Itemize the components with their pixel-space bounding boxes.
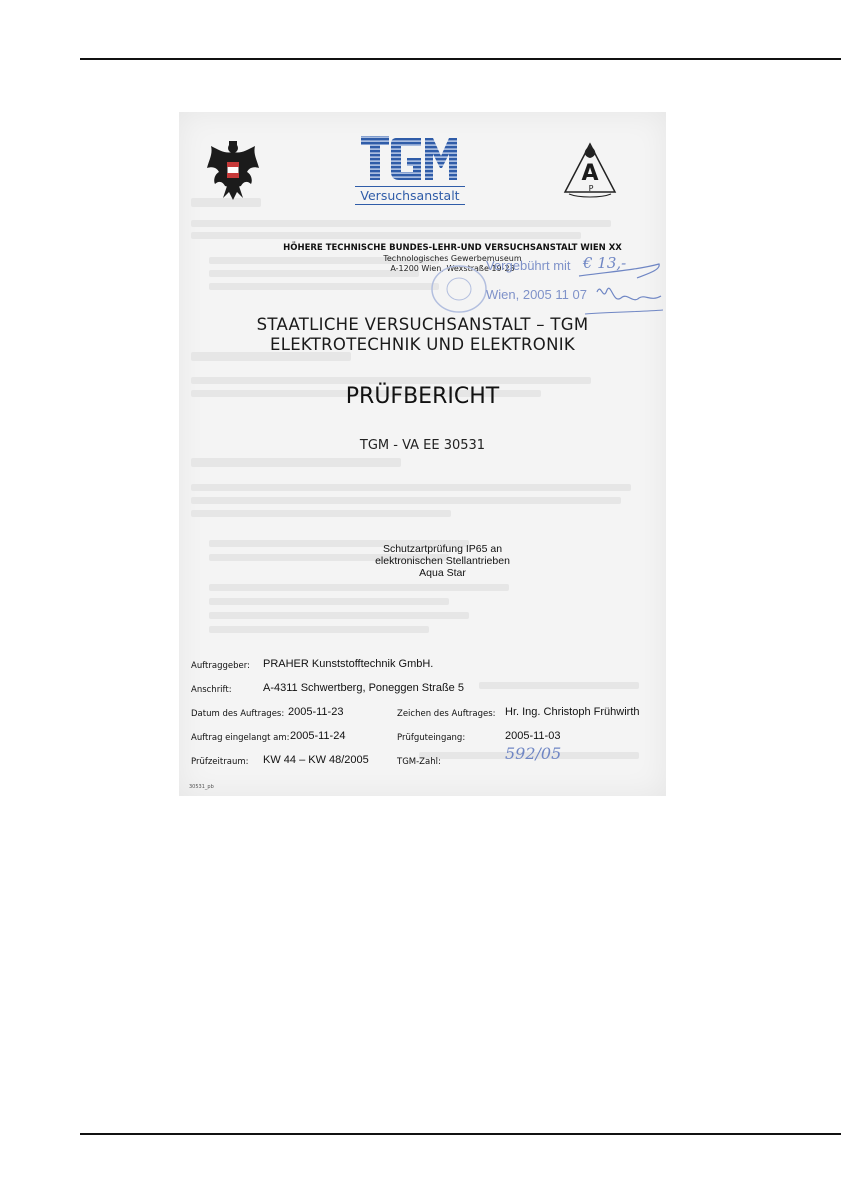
field-label-pruefguteingang: Prüfguteingang: bbox=[397, 733, 466, 743]
institute-subtitle: Technologisches Gewerbemuseum bbox=[383, 254, 522, 263]
subject-line-2: elektronischen Stellantrieben bbox=[375, 555, 510, 567]
footer-code: 30531_pb bbox=[189, 784, 214, 790]
field-label-anschrift: Anschrift: bbox=[191, 685, 232, 695]
institute-address: A-1200 Wien, Wexstraße 19-23 bbox=[390, 264, 515, 273]
field-label-auftrag-eingelangt: Auftrag eingelangt am: bbox=[191, 733, 290, 743]
report-number: TGM - VA EE 30531 bbox=[359, 438, 486, 453]
official-seal-icon bbox=[429, 264, 489, 314]
field-value-pruefguteingang: 2005-11-03 bbox=[505, 730, 561, 742]
field-value-pruefzeitraum: KW 44 – KW 48/2005 bbox=[263, 754, 369, 766]
report-title: PRÜFBERICHT bbox=[345, 384, 500, 409]
header-rule bbox=[80, 58, 841, 60]
institute-name: HÖHERE TECHNISCHE BUNDES-LEHR-UND VERSUCHSANSTALT WIEN XX bbox=[283, 243, 622, 253]
field-label-zeichen-auftrag: Zeichen des Auftrages: bbox=[397, 709, 496, 719]
scanned-document bbox=[179, 112, 666, 796]
field-label-datum-auftrag: Datum des Auftrages: bbox=[191, 709, 285, 719]
field-label-pruefzeitraum: Prüfzeitraum: bbox=[191, 757, 249, 767]
stamp-fee-text: Vergebührt mit bbox=[486, 258, 571, 273]
subject-line-1: Schutzartprüfung IP65 an bbox=[382, 543, 503, 555]
logo-caption: Versuchsanstalt bbox=[360, 188, 460, 203]
austrian-eagle-icon bbox=[205, 140, 261, 202]
svg-text:P: P bbox=[588, 184, 594, 193]
handwritten-signature bbox=[577, 252, 665, 316]
field-value-auftraggeber: PRAHER Kunststofftechnik GmbH. bbox=[263, 658, 434, 670]
field-value-auftrag-eingelangt: 2005-11-24 bbox=[290, 730, 346, 742]
field-label-tgm-zahl: TGM-Zahl: bbox=[397, 757, 441, 767]
stamp-date: Wien, 2005 11 07 bbox=[486, 287, 587, 302]
field-label-auftraggeber: Auftraggeber: bbox=[191, 661, 250, 671]
field-value-anschrift: A-4311 Schwertberg, Poneggen Straße 5 bbox=[263, 682, 464, 694]
field-value-datum-auftrag: 2005-11-23 bbox=[288, 706, 344, 718]
tgm-logo-icon bbox=[361, 134, 459, 182]
ap-emblem-icon bbox=[561, 140, 619, 200]
heading-line-1: STAATLICHE VERSUCHSANSTALT – TGM bbox=[256, 315, 589, 334]
footer-rule bbox=[80, 1133, 841, 1135]
subject-line-3: Aqua Star bbox=[419, 567, 466, 579]
field-value-zeichen-auftrag: Hr. Ing. Christoph Frühwirth bbox=[505, 706, 640, 718]
stamp-fee-value: € 13,- bbox=[583, 254, 627, 272]
field-value-tgm-zahl: 592/05 bbox=[505, 744, 562, 763]
tgm-logo bbox=[355, 134, 465, 206]
svg-text:A: A bbox=[581, 161, 599, 186]
heading-line-2: ELEKTROTECHNIK UND ELEKTRONIK bbox=[269, 335, 576, 354]
